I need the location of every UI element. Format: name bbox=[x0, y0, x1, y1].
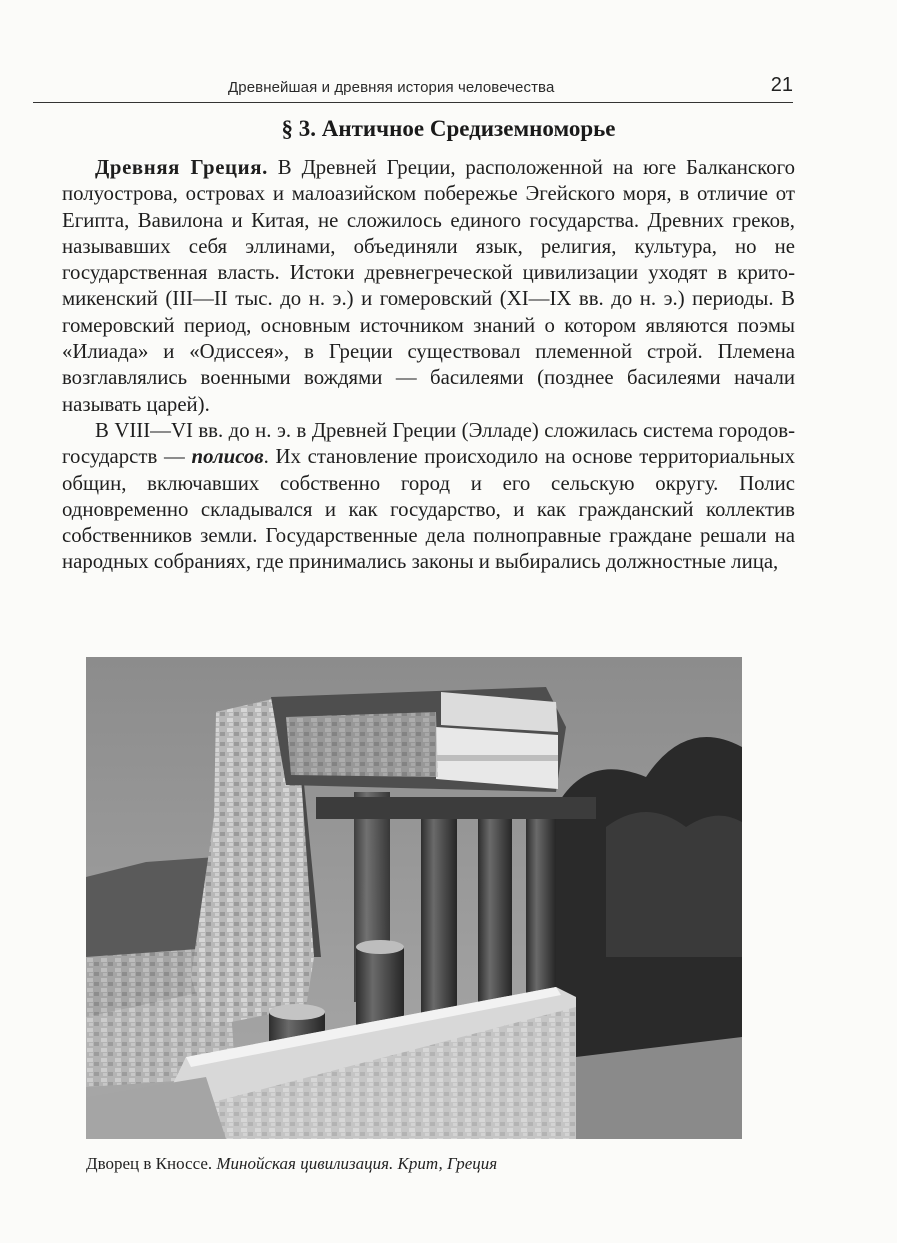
column bbox=[478, 807, 512, 1012]
column bbox=[526, 807, 556, 997]
running-title: Древнейшая и древняя история человечества bbox=[228, 79, 555, 96]
caption-italic: Минойская цивилизация. Крит, Греция bbox=[216, 1154, 498, 1173]
column bbox=[421, 807, 457, 1027]
paragraph-2 bbox=[62, 418, 795, 576]
knossos-palace-photo bbox=[86, 657, 742, 1139]
paragraph-text-start: В VIII—VI вв. до н. э. в Древней Греции (Элладе) сложилась система городов-государств — bbox=[62, 418, 795, 469]
paragraph-text-end: . Их становление происходило на основе территориальных общин, включавших собственно город и его сельскую округу. Полис одновременно складывался и как государство, и как гражданский коллектив собственников земли. Государственные дела полноправные граждане решали на народных собраниях, где принимались законы и выбирались должностные лица, bbox=[62, 445, 795, 574]
figure-caption bbox=[86, 1154, 497, 1174]
caption-plain: Дворец в Кноссе. bbox=[86, 1154, 217, 1173]
photo-illustration bbox=[86, 657, 742, 1139]
term-polis: полисов bbox=[191, 445, 264, 469]
page-number: 21 bbox=[770, 74, 793, 96]
section-title: § 3. Античное Средиземноморье bbox=[281, 116, 616, 141]
paragraph-1 bbox=[62, 155, 795, 418]
paragraph-lead: Древняя Греция. bbox=[95, 156, 268, 179]
running-header bbox=[33, 74, 793, 103]
paragraph-text: В Древней Греции, расположенной на юге Балканского полуострова, островах и малоазийском побережье Эгейского моря, в отличие от Египта, Вавилона и Китая, не сложилось единого государства. Древних греков, называвших себя эллинами, объединяли язык, религия, культура, но не государственная власть. Истоки древнегреческой цивилизации уходят в крито-микенский (III—II тыс. до н. э.) и гомеровский (XI—IX вв. до н. э.) периоды. В гомеровский период, основным источником знаний о котором являются поэмы «Илиада» и «Одиссея», в Греции существовал племенной строй. Племена возглавлялись военными вождями — басилеями (позднее басилеями начали называть царей). bbox=[62, 156, 795, 416]
body-text bbox=[62, 155, 795, 576]
